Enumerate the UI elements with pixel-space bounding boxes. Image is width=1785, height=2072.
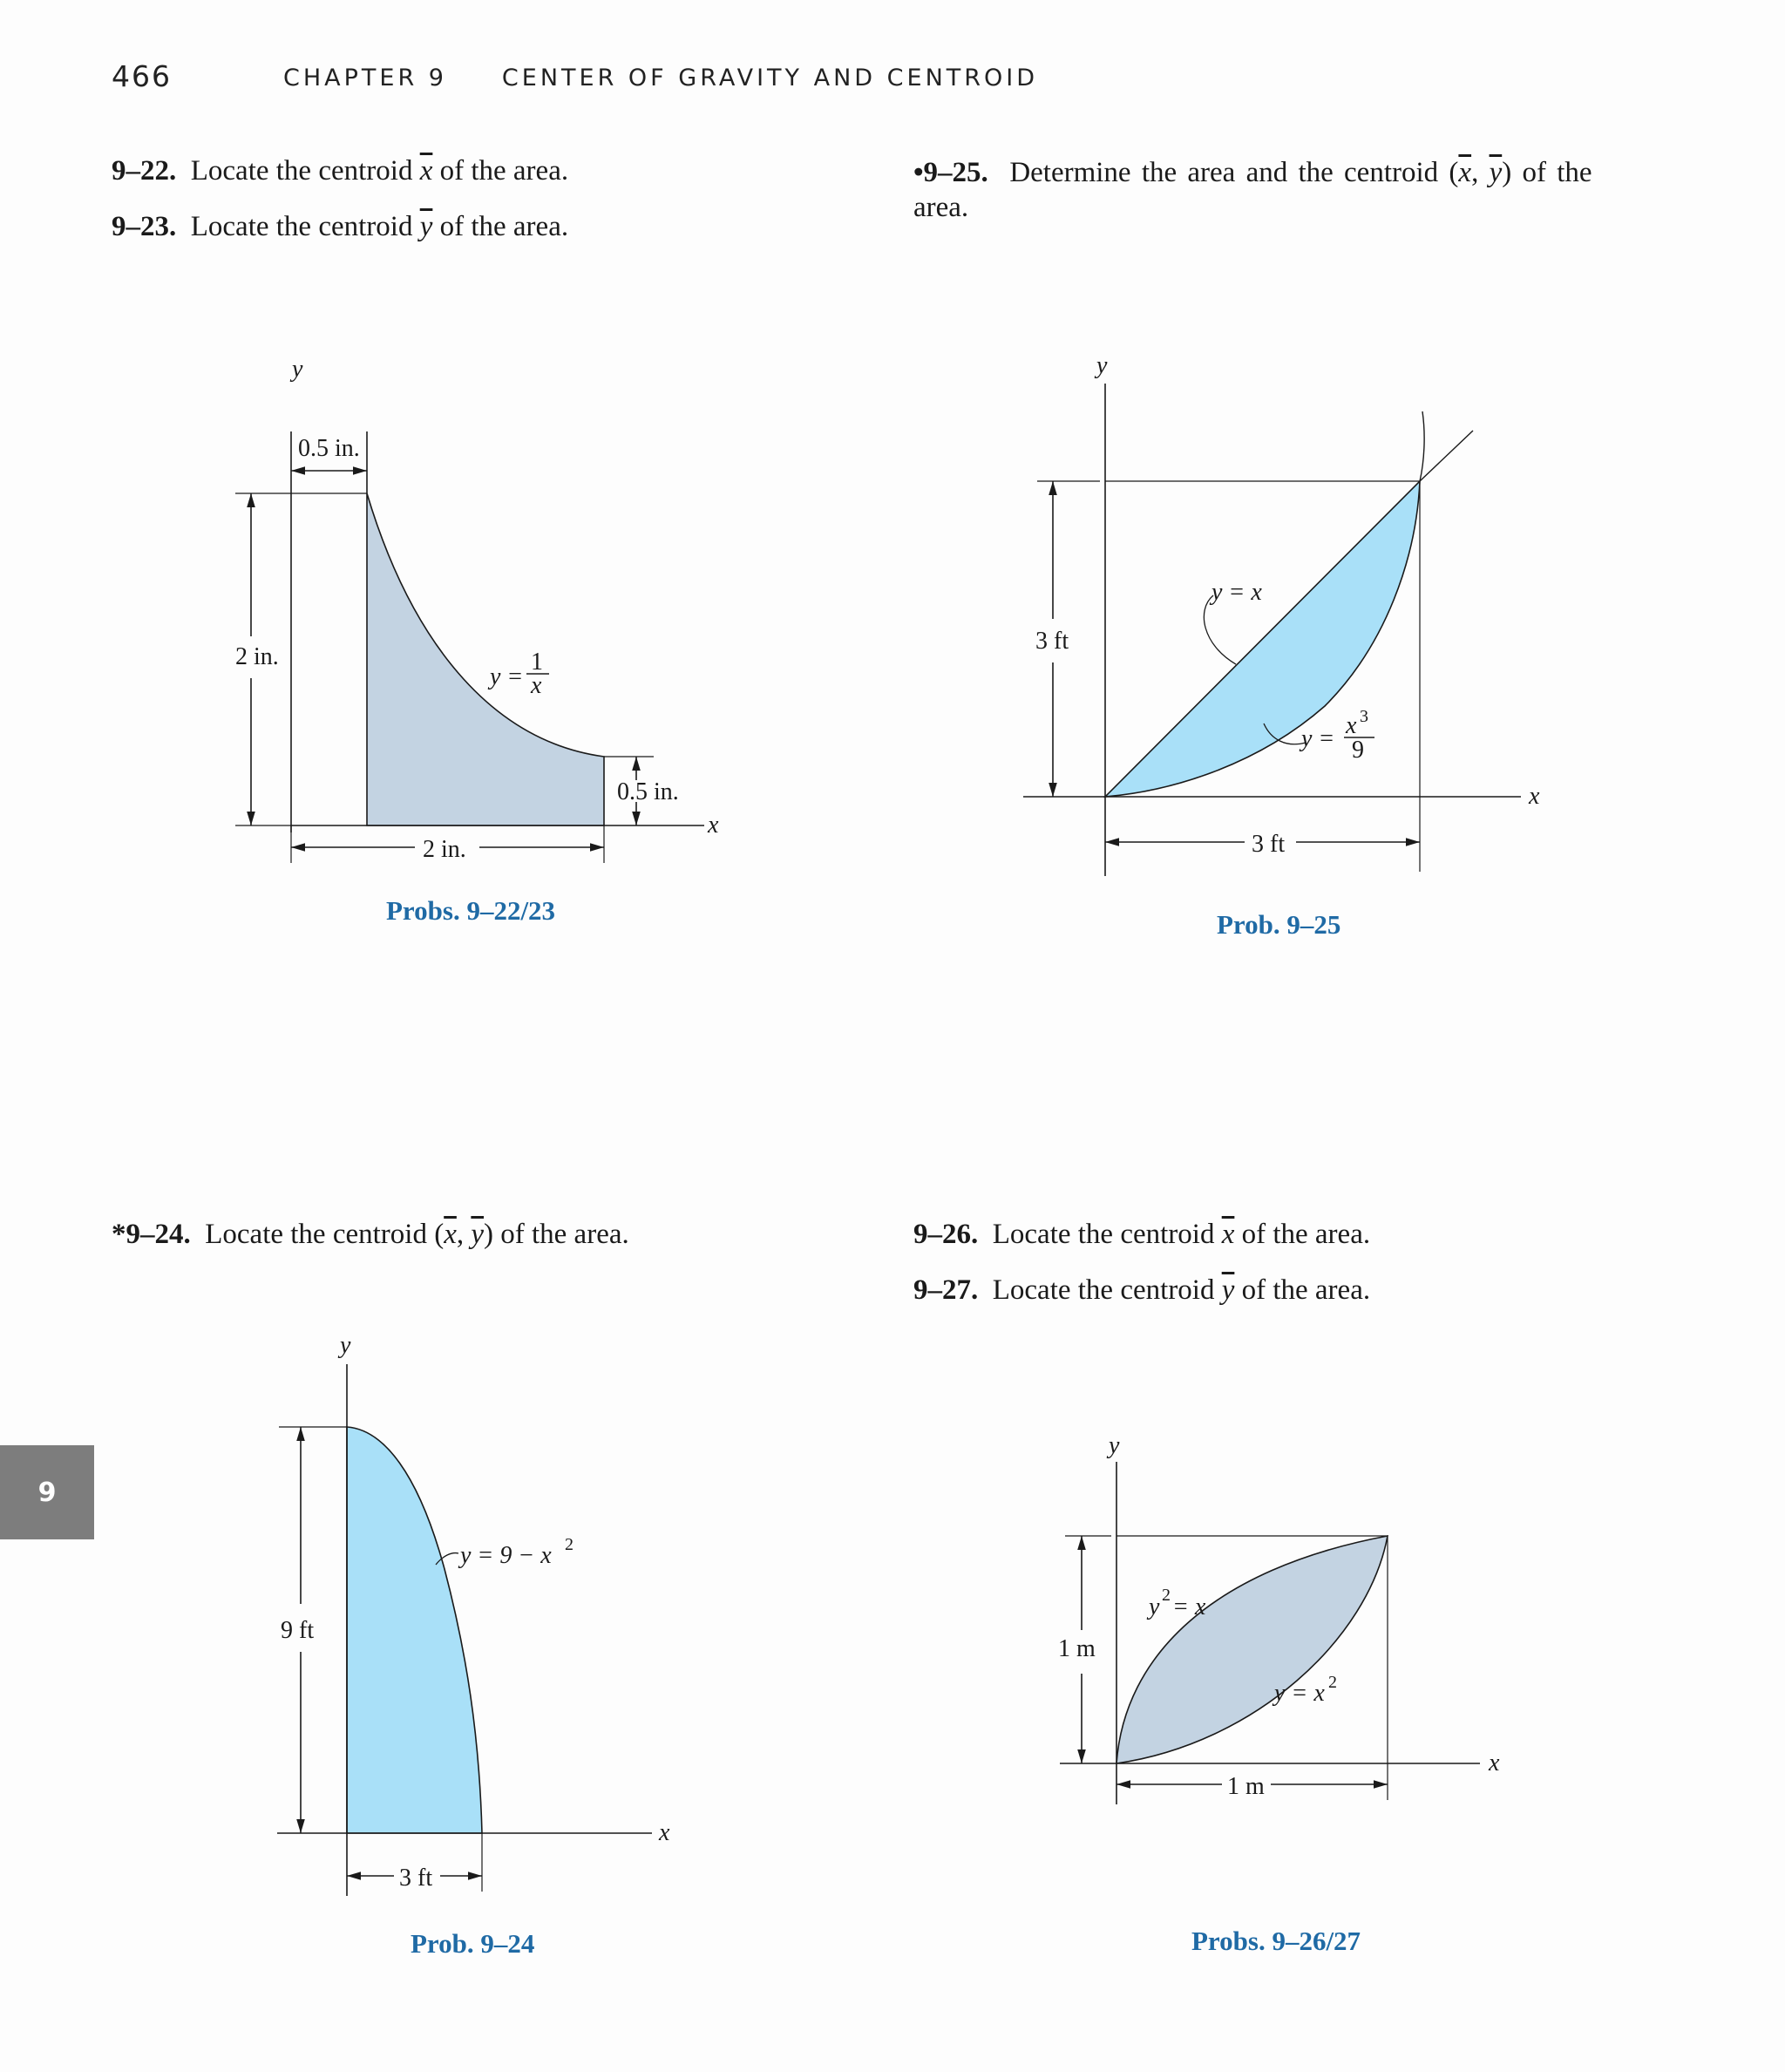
- shaded-area: [347, 1427, 482, 1833]
- line-equation: y = x: [1211, 579, 1262, 606]
- dimension-label: 3 ft: [1252, 831, 1286, 858]
- figure-9-25: [1023, 384, 1521, 876]
- problem-text: of the area.: [432, 155, 569, 187]
- equation-exponent: 2: [1162, 1586, 1171, 1605]
- dimension-label: 0.5 in.: [617, 778, 679, 805]
- dimension-label: 9 ft: [281, 1617, 315, 1644]
- problem-number: *9–24.: [112, 1219, 191, 1250]
- dimension-label: 2 in.: [423, 836, 466, 863]
- symbol-x-bar: $\overline{x}$: [1458, 157, 1472, 188]
- y-axis-label: y: [340, 1332, 351, 1359]
- problem-text: ) of the area.: [484, 1219, 629, 1250]
- symbol-x-bar: $\overline{x}$: [1221, 1219, 1235, 1250]
- equation-numerator: 1: [531, 649, 543, 676]
- x-axis-label: x: [708, 812, 719, 839]
- curve-equation: y =: [1301, 725, 1335, 752]
- equation-exponent: 2: [565, 1535, 574, 1554]
- problem-number: 9–22.: [112, 155, 177, 187]
- problem-text: ,: [1471, 157, 1490, 188]
- figure-9-24: [277, 1364, 652, 1896]
- chapter-label: CHAPTER 9: [283, 65, 447, 92]
- curve-equation: y = 9 − x: [460, 1542, 552, 1569]
- problem-text: area.: [913, 192, 969, 223]
- dimension-label: 2 in.: [235, 643, 279, 670]
- dimension-label: 1 m: [1058, 1635, 1096, 1662]
- problem-number: 9–27.: [913, 1274, 979, 1306]
- figure-caption: Probs. 9–26/27: [1191, 1926, 1361, 1956]
- y-axis-label: y: [1109, 1432, 1120, 1459]
- equation-numerator: x: [1346, 712, 1357, 739]
- problem-text: Locate the centroid: [190, 155, 420, 187]
- dimension-label: 3 ft: [1035, 628, 1069, 655]
- figure-caption: Prob. 9–24: [411, 1928, 535, 1959]
- chapter-tab: 9: [0, 1445, 94, 1539]
- shaded-area: [1105, 481, 1420, 797]
- symbol-y-bar: $\overline{y}$: [1221, 1274, 1235, 1306]
- equation-exponent: 2: [1328, 1673, 1337, 1692]
- figure-caption: Prob. 9–25: [1217, 909, 1341, 940]
- equation-denominator: x: [531, 672, 542, 699]
- problem-text: Locate the centroid: [992, 1274, 1222, 1306]
- shaded-area: [1116, 1536, 1388, 1763]
- x-axis-label: x: [1489, 1749, 1500, 1776]
- problem-number: •9–25.: [913, 157, 988, 188]
- x-axis-label: x: [659, 1819, 670, 1846]
- problem-text: Determine the area and the centroid (: [1009, 157, 1459, 188]
- symbol-y-bar: $\overline{y}$: [471, 1219, 485, 1250]
- curve-equation: y =: [490, 663, 524, 690]
- equation-exponent: 3: [1360, 707, 1368, 726]
- symbol-y-bar: $\overline{y}$: [419, 211, 433, 242]
- problem-text: of the area.: [432, 211, 569, 242]
- figure-9-26-27: [1060, 1462, 1480, 1804]
- problem-text: of the area.: [1234, 1219, 1371, 1250]
- problem-text: Locate the centroid (: [205, 1219, 445, 1250]
- y-axis-label: y: [1096, 352, 1108, 379]
- problem-number: 9–26.: [913, 1219, 979, 1250]
- page-number: 466: [112, 59, 172, 93]
- problem-text: ,: [456, 1219, 472, 1250]
- dimension-label: 0.5 in.: [298, 435, 360, 462]
- dimension-label: 1 m: [1227, 1773, 1265, 1800]
- curve-equation-parabola-y: y = x: [1274, 1680, 1325, 1707]
- curve-equation-parabola-x-rest: = x: [1172, 1593, 1206, 1620]
- problem-text: Locate the centroid: [992, 1219, 1222, 1250]
- symbol-y-bar: $\overline{y}$: [1489, 157, 1503, 188]
- symbol-x-bar: $\overline{x}$: [419, 155, 433, 187]
- problem-text: of the area.: [1234, 1274, 1371, 1306]
- x-axis-label: x: [1529, 783, 1540, 810]
- problem-text: Locate the centroid: [190, 211, 420, 242]
- curve-equation-parabola-x: y: [1149, 1593, 1160, 1620]
- chapter-title: CENTER OF GRAVITY AND CENTROID: [501, 65, 1039, 92]
- figure-caption: Probs. 9–22/23: [386, 895, 556, 926]
- shaded-area: [367, 493, 604, 825]
- problem-text: ) of the: [1502, 157, 1592, 188]
- symbol-x-bar: $\overline{x}$: [444, 1219, 457, 1250]
- y-axis-label: y: [292, 356, 303, 383]
- figure-9-25-labels: [1035, 352, 1540, 858]
- problem-number: 9–23.: [112, 211, 177, 242]
- equation-denominator: 9: [1352, 737, 1364, 764]
- dimension-label: 3 ft: [399, 1865, 433, 1892]
